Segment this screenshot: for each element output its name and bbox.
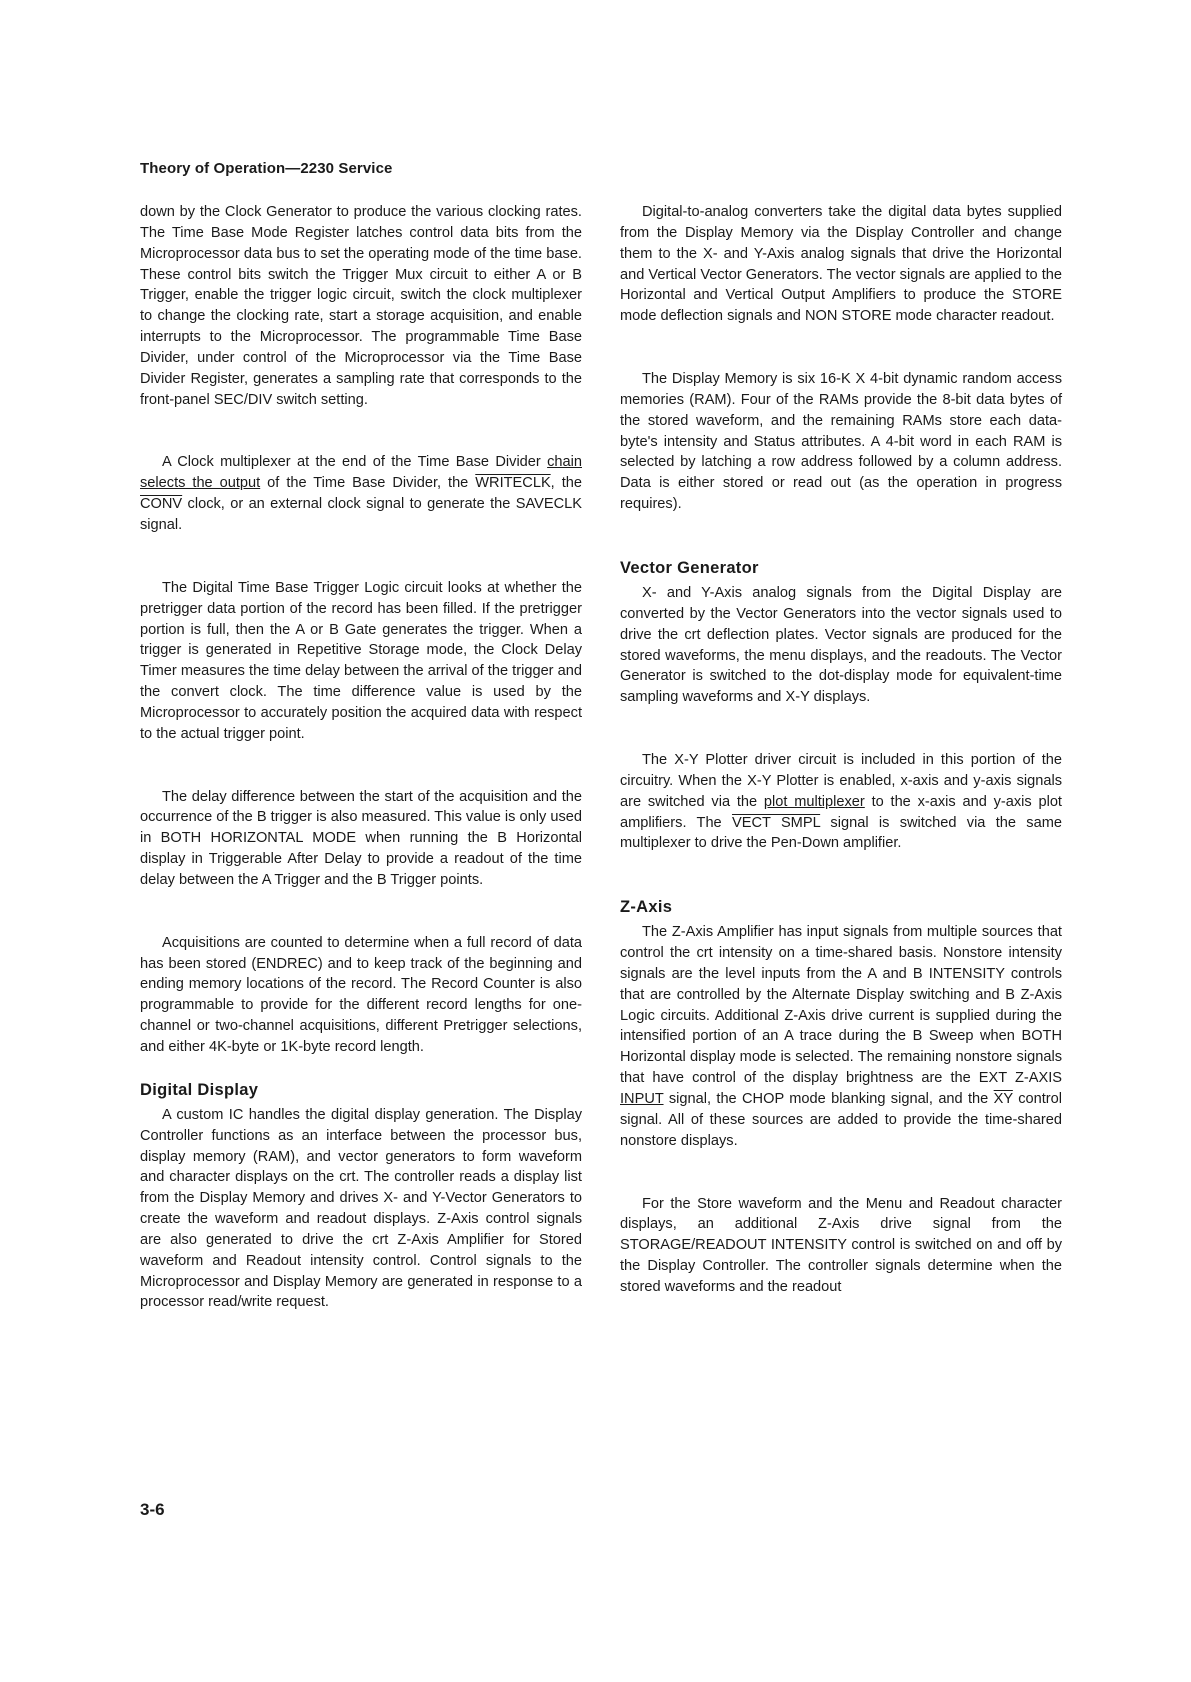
overlined-signal: WRITECLK [475, 475, 551, 492]
underlined-text: chain selects the output [140, 454, 582, 492]
paragraph: A custom IC handles the digital display generation. The Display Controller functions as an interface between the processor bus, display memory (RAM), and vector generators to form waveform and character displays on the crt. The controller reads a display list from the Display Memory and drives X- and Y-Vector Generators to create the waveform and readout displays. Z-Axis control signals are also generated to drive the crt Z-Axis Amplifier for Stored waveform and Readout intensity control. Control signals to the Microprocessor and Display Memory are generated in response to a processor read/write request. [140, 1106, 582, 1311]
underlined-text: plot multiplexer [763, 793, 865, 810]
paragraph: The delay difference between the start of the acquisition and the occurrence of the B trigger is also measured. This value is only used in BOTH HORIZONTAL MODE when running the B Horizontal display in Triggerable After Delay to provide a readout of the time delay between the A Trigger and the B Trigger points. [140, 788, 582, 888]
running-head: Theory of Operation—2230 Service [140, 160, 393, 177]
paragraph: The Digital Time Base Trigger Logic circuit looks at whether the pretrigger data portion of the record has been filled. If the pretrigger portion is full, then the A or B Gate generates the trigger. When a trigger is generated in Repetitive Storage mode, the Clock Delay Timer measures the time delay between the arrival of the trigger and the convert clock. The time difference value is used by the Microprocessor to accurately position the acquired data with respect to the actual trigger point. [140, 579, 582, 742]
paragraph: The Display Memory is six 16-K X 4-bit dynamic random access memories (RAM). Four of the RAMs provide the 8-bit data bytes of the stored waveform, and the remaining RAMs store each data-byte's intensity and Status attributes. A 4-bit word in each RAM is selected by latching a row address followed by a column address. Data is either stored or read out (as the operation in progress requires). [620, 371, 1062, 513]
paragraph: X- and Y-Axis analog signals from the Digital Display are converted by the Vector Generators into the vector signals used to drive the crt deflection plates. Vector signals are produced for the stored waveforms, the menu displays, and the readouts. The Vector Generator is switched to the dot-display mode for equivalent-time sampling waveforms and X-Y displays. [620, 584, 1062, 706]
section-heading-z-axis: Z-Axis [620, 898, 673, 917]
left-column [140, 202, 582, 1313]
paragraph: For the Store waveform and the Menu and Readout character displays, an additional Z-Axis drive signal from the STORAGE/READOUT INTENSITY control is switched on and off by the Display Controller. The controller signals determine when the stored waveforms and the readout [620, 1195, 1062, 1295]
section-heading-vector-generator: Vector Generator [620, 558, 759, 577]
paragraph: down by the Clock Generator to produce the various clocking rates. The Time Base Mode Register latches control data bits from the Microprocessor data bus to set the operating mode of the time base. These control bits switch the Trigger Mux circuit to either A or B Trigger, enable the trigger logic circuit, switch the clock multiplexer to change the clocking rate, start a storage acquisition, and enable interrupts to the Microprocessor. The programmable Time Base Divider, under control of the Microprocessor via the Time Base Divider Register, generates a sampling rate that corresponds to the front-panel SEC/DIV switch setting. [140, 204, 582, 408]
overlined-signal: $\overline{XY}$ [993, 1091, 1013, 1107]
paragraph: Acquisitions are counted to determine when a full record of data has been stored (ENDREC) and to keep track of the beginning and ending memory locations of the record. The Record Counter is also programmable to provide for the different record lengths for one-channel or two-channel acquisitions, different Pretrigger selections, and either 4K-byte or 1K-byte record length. [140, 934, 582, 1055]
paragraph: The X-Y Plotter driver circuit is included in this portion of the circuitry. When the X-Y Plotter is enabled, x-axis and y-axis signals are switched via the plot multiplexer to the x-axis and y-axis plot amplifiers. The VECT SMPL signal is switched via the same multiplexer to drive the Pen-Down amplifier. [620, 752, 1062, 852]
overlined-signal: CONV [140, 496, 183, 513]
paragraph: The Z-Axis Amplifier has input signals from multiple sources that control the crt intensity on a time-shared basis. Nonstore intensity signals are the level inputs from the A and B INTENSITY controls that are controlled by the Alternate Display switching and B Z-Axis Logic circuits. Additional Z-Axis drive current is supplied during the intensified portion of an A trace during the B Sweep when BOTH Horizontal display mode is selected. The remaining nonstore signals that have control of the display brightness are the EXT Z-AXIS INPUT signal, the CHOP mode blanking signal, and the $\overline{XY}$ control signal. All of these sources are added to provide the time-shared nonstore displays. [620, 924, 1062, 1149]
paragraph: A Clock multiplexer at the end of the Time Base Divider chain selects the output of the Time Base Divider, the WRITECLK, the CONV clock, or an external clock signal to generate the SAVECLK signal. [140, 454, 582, 533]
overlined-signal: VECT SMPL [731, 814, 821, 831]
right-column [620, 202, 1062, 1298]
paragraph: Digital-to-analog converters take the digital data bytes supplied from the Display Memory via the Display Controller and change them to the X- and Y-Axis analog signals that drive the Horizontal and Vertical Vector Generators. The vector signals are applied to the Horizontal and Vertical Output Amplifiers to produce the STORE mode deflection signals and NON STORE mode character readout. [620, 204, 1062, 325]
page-number: 3-6 [140, 1500, 165, 1519]
underlined-text: INPUT [620, 1091, 664, 1107]
section-heading-digital-display: Digital Display [140, 1080, 259, 1099]
